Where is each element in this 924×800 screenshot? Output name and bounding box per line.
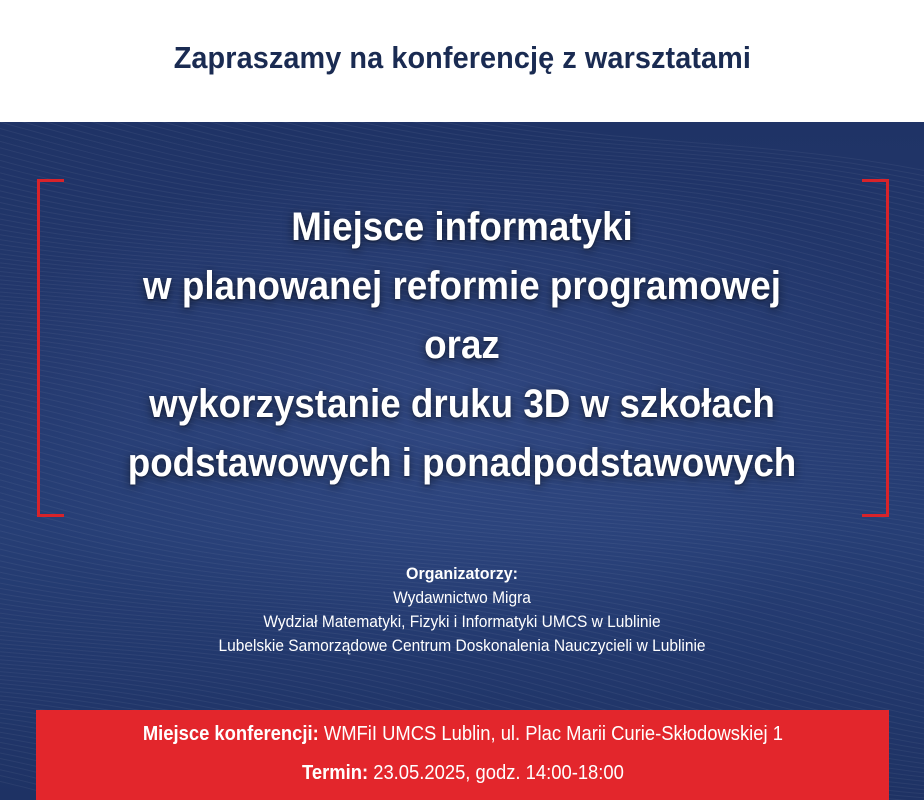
date-label: Termin: — [301, 762, 368, 784]
conference-title-line: podstawowych i ponadpodstawowych — [127, 441, 797, 485]
date-value: 23.05.2025, godz. 14:00-18:00 — [367, 762, 624, 784]
conference-details-box — [36, 710, 889, 800]
organizer-item: Lubelskie Samorządowe Centrum Doskonalenia Nauczycieli w Lublinie — [218, 637, 706, 655]
organizers-section — [0, 562, 924, 658]
organizers-heading: Organizatorzy: — [406, 564, 518, 583]
page-header — [0, 0, 924, 122]
conference-poster — [0, 122, 924, 800]
organizer-item: Wydawnictwo Migra — [393, 589, 531, 607]
venue-value: WMFiI UMCS Lublin, ul. Plac Marii Curie-Skłodowskiej 1 — [318, 723, 783, 745]
conference-title — [60, 198, 864, 493]
conference-title-line: wykorzystanie druku 3D w szkołach — [149, 382, 775, 426]
venue-line — [36, 723, 889, 746]
organizer-item: Wydział Matematyki, Fizyki i Informatyki UMCS w Lublinie — [263, 613, 661, 631]
date-line — [36, 762, 889, 785]
right-bracket — [862, 179, 889, 517]
invitation-heading: Zapraszamy na konferencję z warsztatami — [173, 40, 751, 75]
conference-title-line: w planowanej reformie programowej — [142, 264, 781, 308]
venue-label: Miejsce konferencji: — [142, 723, 319, 745]
conference-title-line: oraz — [424, 323, 500, 367]
conference-title-line: Miejsce informatyki — [291, 205, 633, 249]
